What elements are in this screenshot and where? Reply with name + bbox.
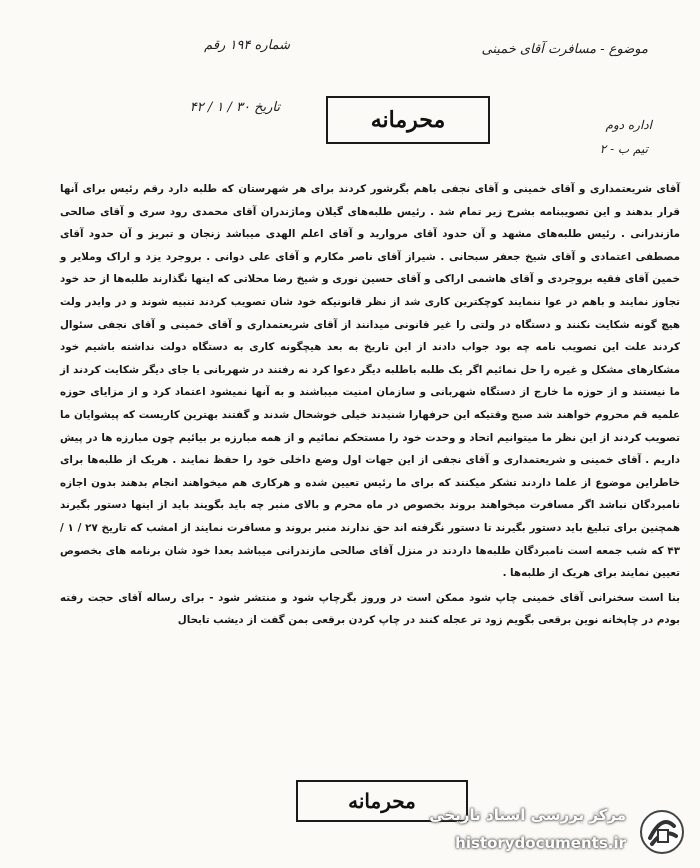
recipient-line-1: اداره دوم <box>605 118 652 132</box>
body-paragraph-2: بنا است سخنرانی آقای خمینی چاپ شود ممکن است در وروز بگرچاپ شود و منتشر شود - برای رساله آقای حجت رفته بودم در چاپخانه نوین برقعی بگویم زود تر عجله کنند در چاپ کردن برقعی بمن گفت از دیشب تابحال <box>60 591 680 627</box>
confidential-stamp-top: محرمانه <box>326 96 490 144</box>
subject-line: موضوع - مسافرت آقای خمینی <box>481 42 648 57</box>
watermark-url: historydocuments.ir <box>455 834 626 852</box>
body-paragraph-1: آقای شریعتمداری و آقای خمینی و آقای نجفی باهم بگرشور کردند برای هر شهرستان که طلبه دارد رقم رئیس برای آنها قرار بدهند و این تصویبنامه بشرح زیر تمام شد . رئیس طلبه‌های گیلان وماژندران آقای محمدی رود سری و آقای صالحی مازندرانی . رئیس طلبه‌های مشهد و آن حدود آقای مروارید و آقای اعلم الهدی میباشد زنجان و تبریز و آن حدود آقای مصطفی اعتمادی و آقای شیخ جعفر سبحانی . شیراز آقای ناصر مکارم و آقای علی دوانی . بروجرد یزد و اراک وملایر و خمین آقای فقیه بروجردی و آقای هاشمی اراکی و آقای حسین نوری و شیخ رضا محلاتی که اینها نگذارند طلبه‌ها از حد خود تجاوز نمایند و باهم در عوا ننمایند کوچکترین کاری شد از نظر قانونیکه خود شان تصویب کردند تنبیه شوند و در وایدر ولت هیچ گونه شکایت نکنند و دستگاه در ولتی را غیر قانونی میدانند از آقای شریعتمداری و آقای خمینی و آقای نجفی سئوال کردند علت این تصویب نامه چه بود جواب دادند از این تاریخ به بعد هیچگونه کاری به دستگاه دولت نداشته باشیم خود مشکارهای مشکل و غیره را حل نمائیم اگر یک طلبه باطلبه دیگر دعوا کرد نه رفتند در شهربانی یا جای دیگر شکایت کردند از ما نیستند و از حوزه ما خارج از دستگاه شهربانی و سازمان امنیت میباشند و به آنها نمیشود اعتماد کرد و از مزایای حوزه علمیه قم محروم خواهند شد صبح وقتیکه این حرفهارا شنیدند خیلی خوشحال شدند و گفتند بهترین کاریست که پیشوایان ما تصویب کردند از این نظر ما میتوانیم اتحاد و وحدت خود را مستحکم نمائیم و از همه مبارزه بر بیائیم چون مبارزه ها در پیش داریم . آقای خمینی و شریعتمداری و آقای نجفی از این جهات اول وضع داخلی خود را حفظ نمایند . هریک از طلبه‌ها برای خاطراین موضوع از علما داردند تشکر میکنند که برای ما رئیس تعیین شده و هرکاری هم میخواهند انجام بدهند بدون اجازه نامبردگان نباشد اگر مسافرت میخواهند بروند بخصوص در ماه محرم و بالای منبر چه باید بگویند باید از اینها دستور بگیرند همچنین برای تبلیغ باید دستور بگیرند تا دستور نگرفته اند حق ندارند منبر بروند و مسافرت نمایند از امشب که تاریخ ۲۷ / ۱ / ۴۳ که شب جمعه است نامبردگان طلبه‌ها داردند در منزل آقای صالحی مازندرانی میباشد بعدا خود شان برنامه های بخصوص تعیین نمایند برای هریک از طلبه‌ها . <box>60 183 680 580</box>
watermark-org-name: مرکز بررسی اسناد تاریخی <box>429 806 626 824</box>
document-body <box>60 178 680 632</box>
recipient-line-2: تیم ب - ۲ <box>599 142 648 156</box>
watermark <box>392 804 692 860</box>
confidential-stamp-bottom: محرمانه <box>296 780 468 822</box>
document-date: تاریخ ۳۰ / ۱ / ۴۲ <box>189 100 280 115</box>
document-number: شماره ۱۹۴ رقم <box>204 38 290 53</box>
archive-logo-icon <box>638 808 686 856</box>
